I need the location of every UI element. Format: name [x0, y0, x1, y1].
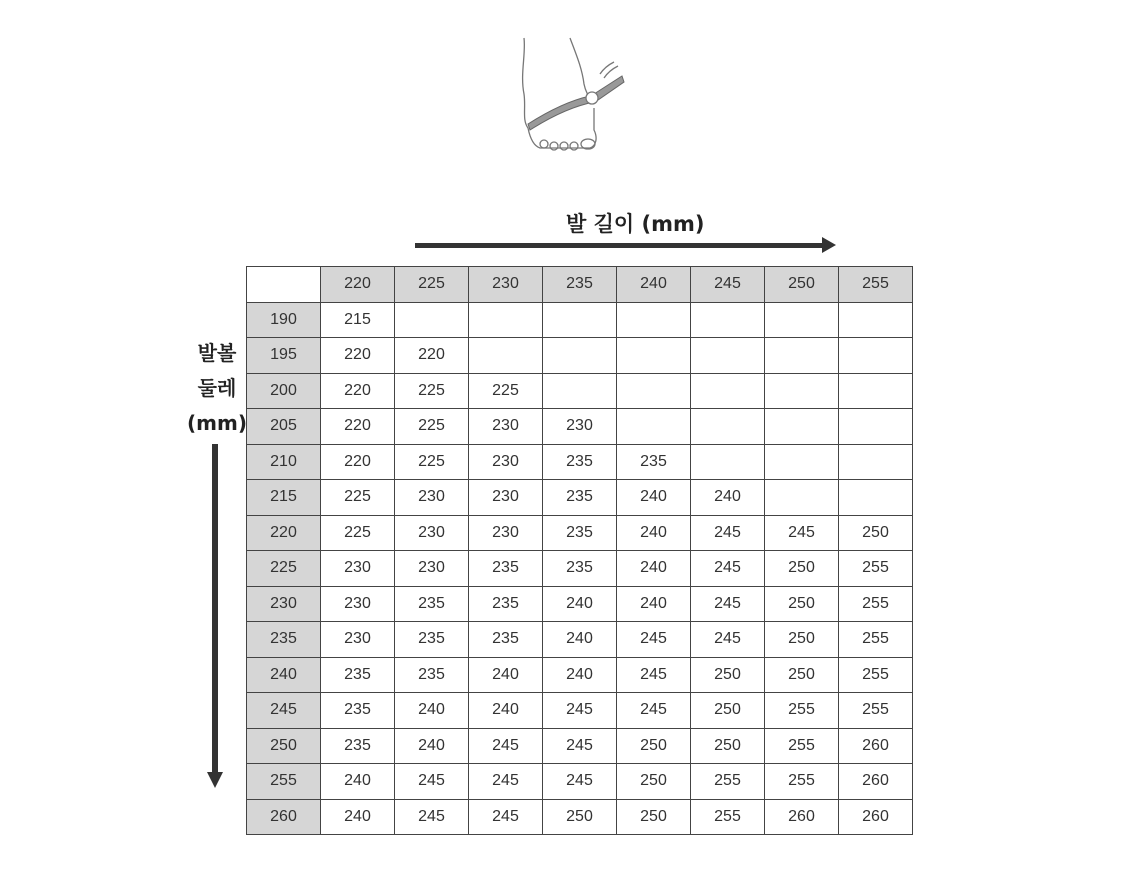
size-cell: 240 [617, 480, 691, 516]
size-cell: 225 [321, 515, 395, 551]
size-cell: 245 [617, 622, 691, 658]
size-cell: 230 [469, 480, 543, 516]
size-cell: 245 [691, 551, 765, 587]
foot-length-label: 발 길이 (mm) [566, 212, 705, 236]
y-label-line: 둘레 [197, 376, 237, 400]
row-header: 250 [247, 728, 321, 764]
size-cell: 245 [543, 764, 617, 800]
row-header: 230 [247, 586, 321, 622]
arrow-right-icon [822, 237, 836, 253]
table-row [247, 409, 913, 445]
size-cell: 245 [469, 728, 543, 764]
size-cell: 235 [395, 657, 469, 693]
size-cell: 250 [765, 657, 839, 693]
size-cell: 260 [839, 799, 913, 835]
size-cell: 245 [691, 586, 765, 622]
size-cell [839, 373, 913, 409]
size-cell: 240 [321, 764, 395, 800]
vertical-arrow-icon [212, 444, 218, 774]
size-cell: 240 [543, 622, 617, 658]
size-cell: 240 [395, 728, 469, 764]
size-cell: 230 [469, 409, 543, 445]
size-cell: 230 [321, 586, 395, 622]
size-cell: 255 [691, 764, 765, 800]
size-cell: 235 [321, 728, 395, 764]
size-cell: 250 [765, 586, 839, 622]
corner-cell [247, 267, 321, 303]
size-cell: 255 [765, 728, 839, 764]
size-cell: 235 [543, 480, 617, 516]
table-row [247, 799, 913, 835]
size-cell: 215 [321, 302, 395, 338]
table-row [247, 586, 913, 622]
table-row [247, 764, 913, 800]
size-cell: 255 [839, 657, 913, 693]
column-header: 230 [469, 267, 543, 303]
size-cell: 245 [469, 799, 543, 835]
size-cell [765, 444, 839, 480]
table-row [247, 515, 913, 551]
row-header: 205 [247, 409, 321, 445]
size-cell [765, 409, 839, 445]
size-cell: 250 [765, 622, 839, 658]
size-cell: 235 [543, 515, 617, 551]
size-cell [839, 302, 913, 338]
size-cell: 240 [469, 657, 543, 693]
size-cell: 255 [765, 764, 839, 800]
size-cell: 230 [469, 444, 543, 480]
row-header: 260 [247, 799, 321, 835]
table-row [247, 622, 913, 658]
size-cell: 225 [395, 444, 469, 480]
size-cell: 250 [691, 728, 765, 764]
size-cell: 240 [543, 586, 617, 622]
size-cell: 250 [765, 551, 839, 587]
size-cell: 240 [617, 515, 691, 551]
size-cell: 235 [321, 693, 395, 729]
header-row [247, 267, 913, 303]
size-cell: 245 [395, 799, 469, 835]
column-header: 225 [395, 267, 469, 303]
size-cell [691, 409, 765, 445]
size-cell [691, 373, 765, 409]
size-cell: 255 [839, 551, 913, 587]
arrow-down-icon [207, 772, 223, 788]
size-cell: 260 [839, 728, 913, 764]
size-cell [617, 373, 691, 409]
row-header: 235 [247, 622, 321, 658]
size-cell: 240 [395, 693, 469, 729]
size-cell: 220 [321, 338, 395, 374]
column-header: 240 [617, 267, 691, 303]
size-cell [543, 373, 617, 409]
table-row [247, 302, 913, 338]
size-cell: 250 [617, 764, 691, 800]
size-cell: 240 [543, 657, 617, 693]
size-cell [469, 302, 543, 338]
row-header: 220 [247, 515, 321, 551]
size-cell: 250 [617, 728, 691, 764]
column-header: 255 [839, 267, 913, 303]
table-row [247, 551, 913, 587]
size-cell: 230 [321, 551, 395, 587]
size-cell: 255 [839, 622, 913, 658]
row-header: 195 [247, 338, 321, 374]
size-cell: 245 [543, 728, 617, 764]
size-cell: 260 [765, 799, 839, 835]
table-row [247, 728, 913, 764]
table-row [247, 373, 913, 409]
size-cell [765, 302, 839, 338]
size-cell [691, 302, 765, 338]
column-header: 235 [543, 267, 617, 303]
size-cell [765, 338, 839, 374]
size-cell: 220 [395, 338, 469, 374]
size-cell: 235 [543, 444, 617, 480]
size-cell: 235 [395, 586, 469, 622]
size-cell: 250 [691, 657, 765, 693]
size-cell [543, 338, 617, 374]
size-cell: 245 [691, 622, 765, 658]
table-row [247, 444, 913, 480]
row-header: 215 [247, 480, 321, 516]
size-cell: 240 [691, 480, 765, 516]
size-cell [765, 480, 839, 516]
size-cell [543, 302, 617, 338]
size-cell: 230 [543, 409, 617, 445]
size-cell: 220 [321, 373, 395, 409]
row-header: 255 [247, 764, 321, 800]
table-row [247, 338, 913, 374]
size-cell: 245 [395, 764, 469, 800]
size-cell: 255 [691, 799, 765, 835]
size-cell: 230 [395, 551, 469, 587]
size-cell: 235 [469, 586, 543, 622]
size-cell: 250 [543, 799, 617, 835]
size-cell: 250 [617, 799, 691, 835]
size-table [246, 266, 913, 835]
size-cell: 240 [617, 586, 691, 622]
size-cell [469, 338, 543, 374]
y-label-line: 발볼 [197, 341, 237, 365]
row-header: 225 [247, 551, 321, 587]
row-header: 240 [247, 657, 321, 693]
size-cell: 250 [839, 515, 913, 551]
size-cell: 230 [321, 622, 395, 658]
size-cell: 245 [469, 764, 543, 800]
size-cell: 225 [395, 373, 469, 409]
size-cell: 260 [839, 764, 913, 800]
size-cell: 255 [839, 586, 913, 622]
row-header: 245 [247, 693, 321, 729]
size-cell [691, 338, 765, 374]
size-cell [617, 302, 691, 338]
size-cell: 245 [617, 693, 691, 729]
size-cell: 255 [839, 693, 913, 729]
size-cell [839, 480, 913, 516]
y-label-line: (mm) [187, 411, 247, 435]
size-cell: 230 [395, 480, 469, 516]
size-cell: 245 [543, 693, 617, 729]
size-cell: 235 [543, 551, 617, 587]
size-cell: 255 [765, 693, 839, 729]
row-header: 200 [247, 373, 321, 409]
size-cell [839, 444, 913, 480]
size-cell: 240 [617, 551, 691, 587]
size-cell: 245 [691, 515, 765, 551]
size-cell [617, 409, 691, 445]
size-cell: 235 [469, 622, 543, 658]
foot-width-label [186, 336, 248, 441]
size-cell: 235 [395, 622, 469, 658]
foot-measuring-icon [510, 34, 630, 166]
size-cell: 235 [469, 551, 543, 587]
size-cell: 245 [617, 657, 691, 693]
size-cell: 245 [765, 515, 839, 551]
size-cell: 225 [469, 373, 543, 409]
size-cell [839, 338, 913, 374]
size-cell: 240 [469, 693, 543, 729]
size-cell [839, 409, 913, 445]
column-header: 220 [321, 267, 395, 303]
size-cell: 225 [395, 409, 469, 445]
size-cell: 235 [321, 657, 395, 693]
column-header: 245 [691, 267, 765, 303]
size-cell: 240 [321, 799, 395, 835]
size-cell [691, 444, 765, 480]
size-cell: 225 [321, 480, 395, 516]
column-header: 250 [765, 267, 839, 303]
row-header: 210 [247, 444, 321, 480]
size-cell [765, 373, 839, 409]
horizontal-arrow-icon [415, 243, 825, 248]
size-cell: 220 [321, 444, 395, 480]
size-cell [395, 302, 469, 338]
size-cell: 220 [321, 409, 395, 445]
size-cell: 250 [691, 693, 765, 729]
size-cell: 230 [469, 515, 543, 551]
size-cell: 235 [617, 444, 691, 480]
row-header: 190 [247, 302, 321, 338]
size-cell [617, 338, 691, 374]
size-cell: 230 [395, 515, 469, 551]
table-row [247, 480, 913, 516]
table-row [247, 693, 913, 729]
table-row [247, 657, 913, 693]
